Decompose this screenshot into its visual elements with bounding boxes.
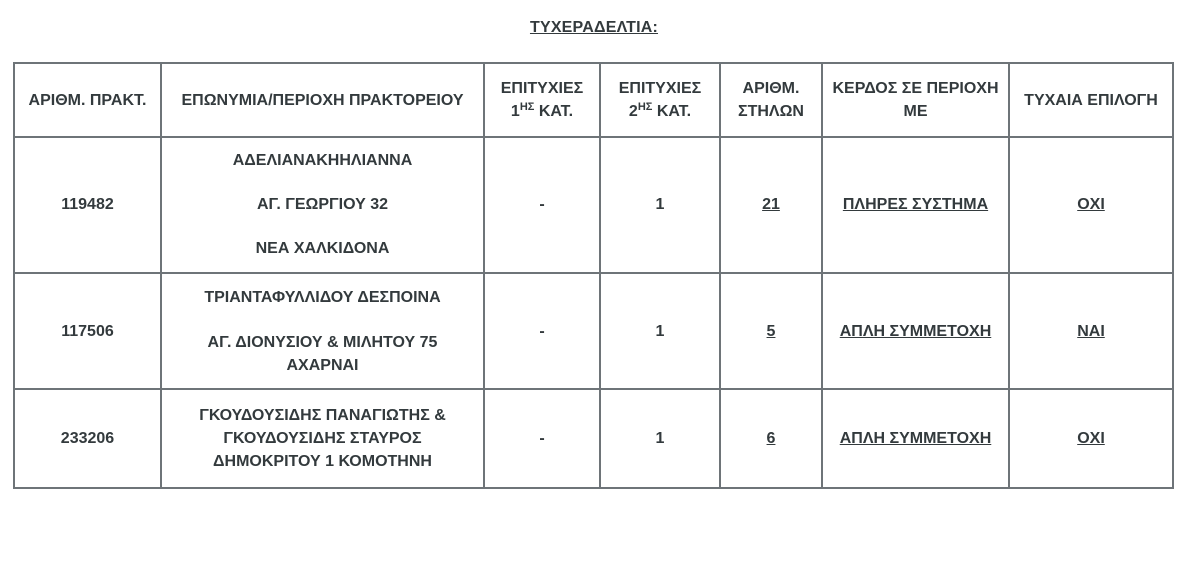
win-type-link[interactable]: ΑΠΛΗ ΣΥΜΜΕΤΟΧΗ (839, 322, 992, 340)
table-row (14, 273, 1173, 390)
cat1-wins-cell: - (484, 273, 600, 390)
table-row (14, 137, 1173, 273)
cat2-wins-cell: 1 (600, 273, 720, 390)
win-type-link[interactable]: ΠΛΗΡΕΣ ΣΥΣΤΗΜΑ (842, 196, 989, 214)
agency-name-line: ΑΔΕΛΙΑΝΑΚΗΗΛΙΑΝΝΑ (232, 151, 413, 169)
columns-link[interactable]: 5 (766, 322, 776, 340)
header-random-pick: ΤΥΧΑΙΑ ΕΠΙΛΟΓΗ (1009, 63, 1173, 137)
columns-link[interactable]: 6 (766, 430, 776, 448)
header-cat2-num: 2 (628, 103, 638, 120)
agency-name-cell (161, 273, 484, 390)
header-cat1-prefix: ΕΠΙΤΥΧΙΕΣ (500, 80, 584, 97)
header-cat2-sup: ΗΣ (637, 101, 653, 113)
header-cat2-wins (600, 63, 720, 137)
random-pick-link[interactable]: ΟΧΙ (1077, 196, 1105, 214)
header-win-type: ΚΕΡΔΟΣ ΣΕ ΠΕΡΙΟΧΗ ΜΕ (822, 63, 1009, 137)
header-cat1-suffix: ΚΑΤ. (538, 103, 574, 120)
header-columns: ΑΡΙΘΜ. ΣΤΗΛΩΝ (720, 63, 822, 137)
cat2-wins-cell: 1 (600, 137, 720, 273)
columns-cell (720, 389, 822, 488)
cat1-wins-cell: - (484, 389, 600, 488)
agency-name-line: ΝΕΑ ΧΑΛΚΙΔΟΝΑ (255, 239, 390, 257)
header-agency-no: ΑΡΙΘΜ. ΠΡΑΚΤ. (14, 63, 161, 137)
agency-name-line: ΑΓ. ΓΕΩΡΓΙΟΥ 32 (256, 195, 389, 213)
winning-tickets-table (13, 62, 1174, 489)
agency-name-line: ΓΚΟΥΔΟΥΣΙΔΗΣ ΣΤΑΥΡΟΣ (223, 430, 422, 448)
table-header-row (14, 63, 1173, 137)
random-pick-link[interactable]: ΝΑΙ (1077, 322, 1105, 340)
agency-name-line: ΑΓ. ΔΙΟΝΥΣΙΟΥ & ΜΙΛΗΤΟΥ 75 (207, 333, 438, 351)
random-pick-cell (1009, 389, 1173, 488)
agency-name-cell (161, 389, 484, 488)
agency-name-line: ΤΡΙΑΝΤΑΦΥΛΛΙΔΟΥ ΔΕΣΠΟΙΝΑ (204, 288, 441, 306)
agency-name-line: ΑΧΑΡΝΑΙ (286, 356, 359, 374)
page-title: ΤΥΧΕΡΑΔΕΛΤΙΑ: (529, 19, 659, 36)
random-pick-cell (1009, 137, 1173, 273)
win-type-cell (822, 137, 1009, 273)
agency-no-cell: 233206 (14, 389, 161, 488)
win-type-cell (822, 389, 1009, 488)
cat1-wins-cell: - (484, 137, 600, 273)
header-cat1-sup: ΗΣ (519, 101, 535, 113)
agency-no-cell: 117506 (14, 273, 161, 390)
columns-cell (720, 137, 822, 273)
random-pick-link[interactable]: ΟΧΙ (1077, 430, 1105, 448)
agency-name-line: ΓΚΟΥΔΟΥΣΙΔΗΣ ΠΑΝΑΓΙΩΤΗΣ & (199, 407, 446, 425)
random-pick-cell (1009, 273, 1173, 390)
header-cat1-wins (484, 63, 600, 137)
agency-no-cell: 119482 (14, 137, 161, 273)
header-cat2-prefix: ΕΠΙΤΥΧΙΕΣ (618, 80, 702, 97)
cat2-wins-cell: 1 (600, 389, 720, 488)
win-type-link[interactable]: ΑΠΛΗ ΣΥΜΜΕΤΟΧΗ (839, 430, 992, 448)
columns-link[interactable]: 21 (762, 196, 780, 214)
table-row (14, 389, 1173, 488)
columns-cell (720, 273, 822, 390)
header-agency-name: ΕΠΩΝΥΜΙΑ/ΠΕΡΙΟΧΗ ΠΡΑΚΤΟΡΕΙΟΥ (161, 63, 484, 137)
agency-name-cell (161, 137, 484, 273)
header-cat2-suffix: ΚΑΤ. (656, 103, 692, 120)
agency-name-line: ΔΗΜΟΚΡΙΤΟΥ 1 ΚΟΜΟΤΗΝΗ (213, 453, 432, 471)
header-cat1-num: 1 (510, 103, 520, 120)
win-type-cell (822, 273, 1009, 390)
